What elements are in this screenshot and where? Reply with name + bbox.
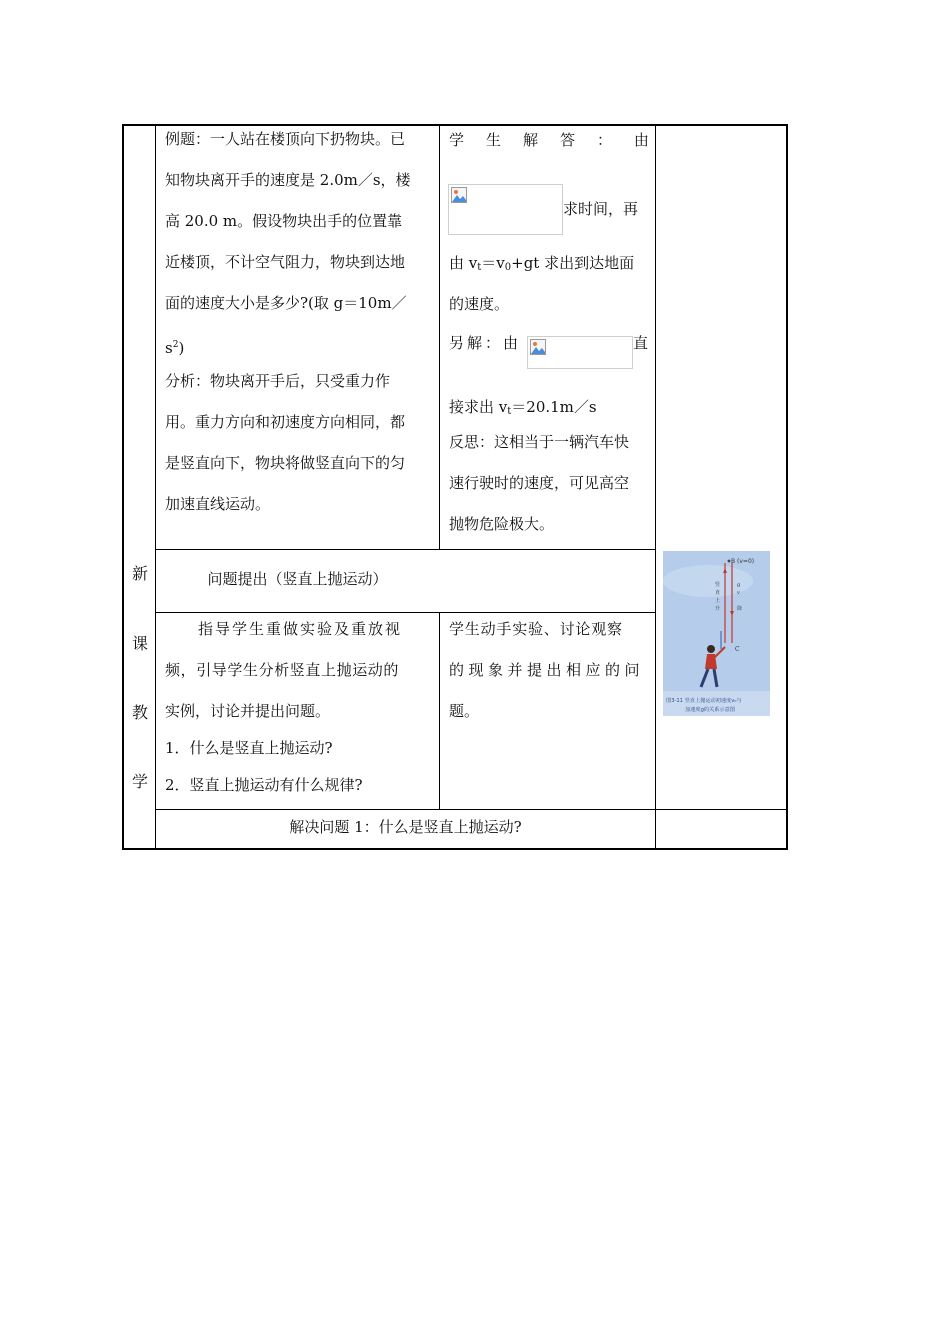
table-divider: [155, 124, 156, 850]
side-label-char: 教: [131, 703, 148, 722]
student-line: 题。: [449, 702, 480, 720]
analysis-text: [165, 361, 433, 525]
vertical-throw-figure: [663, 551, 770, 716]
guide-line: 指导学生重做实验及重放视: [198, 620, 403, 638]
figure-point-b: [728, 560, 731, 563]
example-unit-line: $s^2$): [165, 339, 185, 357]
answer-heading: 学 生 解 答 ： 由: [449, 131, 649, 149]
reflection-line: 反思：这相当于一辆汽车快: [449, 433, 630, 451]
table-divider: [439, 612, 440, 809]
table-divider: [155, 809, 788, 810]
example-line: 面的速度大小是多少?(取 g＝10m／: [165, 294, 407, 312]
guide-question: 1．什么是竖直上抛运动?: [165, 739, 333, 757]
example-question: [165, 119, 433, 324]
student-activity: [449, 609, 652, 732]
figure-right-char: v: [737, 590, 740, 596]
table-border-bottom: [122, 848, 788, 850]
side-label-char: 学: [131, 772, 148, 791]
reflection-text: [449, 422, 652, 545]
student-line: 学生动手实验、讨论观察: [449, 620, 623, 638]
answer-text: 求时间，再: [563, 200, 639, 218]
guide-line: 频，引导学生分析竖直上抛运动的: [165, 661, 400, 679]
table-border-left: [122, 124, 124, 850]
guide-line: 实例，讨论并提出问题。: [165, 702, 331, 720]
answer-text: 接求出 $v_t=20.1m/s$: [449, 398, 597, 417]
reflection-line: 抛物危险极大。: [449, 515, 555, 533]
side-label-char: 课: [131, 634, 148, 653]
figure-left-char: 直: [715, 590, 721, 596]
figure-left-char: 上: [715, 598, 721, 604]
table-border-right: [786, 124, 788, 850]
guide-text: [165, 609, 433, 732]
student-line: 的现象并提出相应的问: [449, 661, 645, 679]
section-title: 问题提出（竖直上抛运动）: [207, 570, 388, 588]
guide-question: 2．竖直上抛运动有什么规律?: [165, 776, 363, 794]
example-line: 近楼顶，不计空气阻力，物块到达地: [165, 253, 406, 271]
solve-problem-heading: 解决问题 1：什么是竖直上抛运动?: [289, 818, 522, 836]
figure-left-char: 竖: [715, 582, 721, 588]
broken-image-icon: [530, 339, 546, 355]
answer-text: 由 $v_t=v_0+gt$ 求出到达地面: [449, 254, 635, 273]
answer-text: 直: [633, 334, 649, 352]
analysis-line: 用。重力方向和初速度方向相同，都: [165, 413, 406, 431]
example-line: 例题：一人站在楼顶向下扔物块。已: [165, 130, 406, 148]
figure-label-top: B (v=0): [731, 558, 755, 565]
analysis-line: 是竖直向下，物块将做竖直向下的匀: [165, 454, 406, 472]
side-label-char: 新: [131, 564, 148, 583]
analysis-line: 分析：物块离开手后，只受重力作: [165, 372, 391, 390]
reflection-line: 速行驶时的速度，可见高空: [449, 474, 630, 492]
figure-left-char: 升: [715, 606, 721, 612]
table-divider: [655, 124, 656, 850]
analysis-line: 加速直线运动。: [165, 495, 271, 513]
table-divider: [439, 124, 440, 549]
broken-image-icon: [451, 187, 467, 203]
table-divider: [155, 549, 656, 550]
alt-solution-label: 另解：由: [449, 334, 522, 352]
answer-text: 的速度。: [449, 295, 510, 313]
figure-caption: 加速度g的关系示意图: [685, 707, 735, 713]
figure-right-char: 降: [737, 606, 743, 612]
figure-caption: 图3-11 竖直上抛运动初速度v₀与: [666, 698, 742, 704]
figure-right-char: g: [737, 582, 741, 588]
example-line: 高 20.0 m。假设物块出手的位置靠: [165, 212, 403, 230]
formula-image-placeholder: [527, 336, 633, 369]
example-line: 知物块离开手的速度是 2.0m／s，楼: [165, 171, 411, 189]
formula-image-placeholder: [448, 184, 563, 235]
figure-point-c: C: [735, 646, 740, 653]
